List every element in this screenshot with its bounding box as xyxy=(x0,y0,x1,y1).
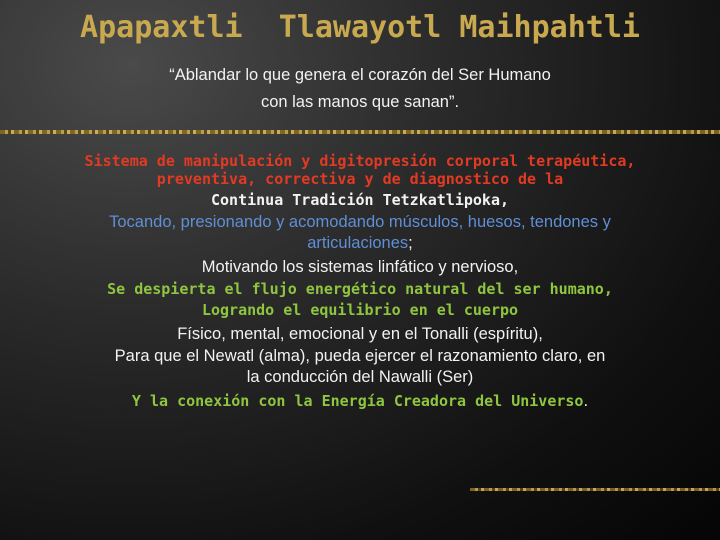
body-line-4: Tocando, presionando y acomodando músculos, huesos, tendones y xyxy=(109,212,611,231)
body-line-5 xyxy=(0,231,720,256)
slide-subtitle xyxy=(0,62,720,116)
body-line-10: Para que el Newatl (alma), pueda ejercer el razonamiento claro, en xyxy=(114,346,606,365)
slide-body xyxy=(0,152,720,414)
body-line-2: preventiva, correctiva y de diagnostico de la xyxy=(156,170,564,188)
body-line-6: Motivando los sistemas linfático y nervioso, xyxy=(201,258,519,276)
body-line-5-text: articulaciones xyxy=(307,233,409,252)
slide-title: Apapaxtli Tlawayotl Maihpahtli xyxy=(80,10,640,45)
body-line-12 xyxy=(0,389,720,414)
body-line-12-punct: . xyxy=(583,392,589,410)
decorative-divider-top xyxy=(0,130,720,134)
decorative-divider-bottom xyxy=(470,488,720,491)
body-line-5-punct: ; xyxy=(408,233,413,252)
body-line-1: Sistema de manipulación y digitopresión corporal terapéutica, xyxy=(84,152,636,170)
subtitle-line-2: con las manos que sanan”. xyxy=(260,93,460,111)
subtitle-line-1: “Ablandar lo que genera el corazón del Ser Humano xyxy=(169,66,551,84)
body-line-9: Físico, mental, emocional y en el Tonalli (espíritu), xyxy=(177,325,543,343)
body-line-3: Continua Tradición Tetzkatlipoka, xyxy=(210,191,509,209)
body-line-11: la conducción del Nawalli (Ser) xyxy=(246,367,474,386)
body-line-7: Se despierta el flujo energético natural del ser humano, xyxy=(107,279,613,298)
body-line-12-text: Y la conexión con la Energía Creadora del Universo xyxy=(131,392,584,410)
body-line-8: Logrando el equilibrio en el cuerpo xyxy=(201,300,519,319)
